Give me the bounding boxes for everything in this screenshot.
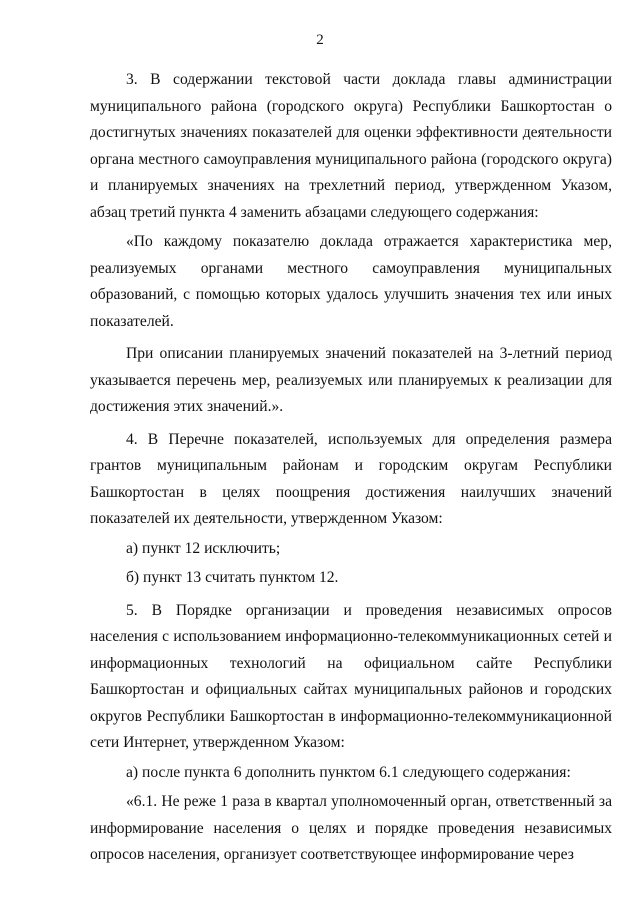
paragraph-quote-measures: «По каждому показателю доклада отражается характеристика мер, реализуемых органами местного самоуправления муниципальных образований, с помощью которых удалось улучшить значения тех или иных показателей. (90, 233, 612, 330)
paragraph-item-4: 4. В Перечне показателей, используемых для определения размера грантов муниципальным районам и городским округам Республики Башкортостан в целях поощрения достижения наилучших значений показателей их деятельности, утвержденном Указом: (90, 430, 612, 527)
paragraph-item-3: 3. В содержании текстовой части доклада главы администрации муниципального района (городского округа) Республики Башкортостан о достигнутых значениях показателей для оценки эффективности деятельности органа местного самоуправления муниципального района (городского округа) и планируемых значениях на трехлетний период, утвержденном Указом, абзац третий пункта 4 заменить абзацами следующего содержания: (90, 71, 612, 221)
paragraph-subitem-a-6-1: а) после пункта 6 дополнить пунктом 6.1 следующего содержания: (126, 763, 571, 781)
paragraph-quote-6-1: «6.1. Не реже 1 раза в квартал уполномоченный орган, ответственный за информирование населения о целях и порядке проведения независимых опросов населения, организует соответствующее информирование через (90, 793, 612, 863)
paragraph-subitem-b: б) пункт 13 считать пунктом 12. (126, 569, 339, 586)
page-number: 2 (316, 32, 324, 48)
paragraph-quote-planned: При описании планируемых значений показателей на 3-летний период указывается перечень мер, реализуемых или планируемых к реализации для достижения этих значений.». (90, 345, 612, 415)
paragraph-subitem-a: а) пункт 12 исключить; (126, 539, 281, 557)
paragraph-item-5: 5. В Порядке организации и проведения независимых опросов населения с использованием информационно-телекоммуникационных сетей и информационных технологий на официальном сайте Республики Башкортостан и официальных сайтах муниципальных районов и городских округов Республики Башкортостан в информационно-телекоммуникационной сети Интернет, утвержденном Указом: (90, 601, 612, 751)
document-body (90, 67, 612, 869)
